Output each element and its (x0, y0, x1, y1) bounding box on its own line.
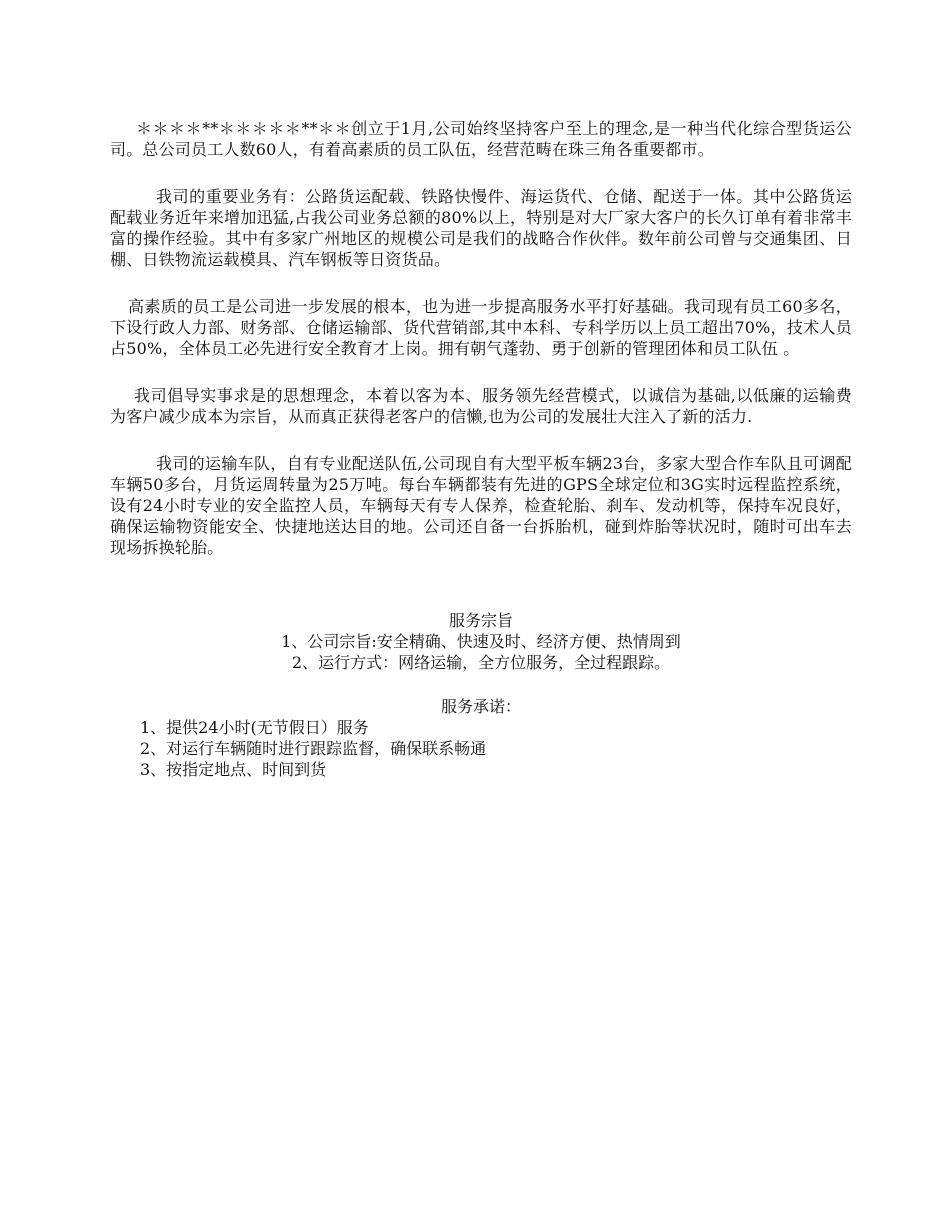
section-gap (110, 673, 852, 696)
service-purpose-title: 服务宗旨 (448, 611, 513, 630)
fleet-paragraph: 我司的运输车队，自有专业配送队伍,公司现自有大型平板车辆23台，多家大型合作车队且可调配车辆50多台，月货运周转量为25万吨。每台车辆都装有先进的GPS全球定位和3G实时远程监控系统，设有24小时专业的安全监控人员，车辆每天有专人保养，检查轮胎、刹车、发动机等，保持车况良好，确保运输物资能安全、快捷地送达目的地。公司还自备一台拆胎机，碰到炸胎等状况时，随时可出车去现场拆换轮胎。 (110, 454, 852, 557)
staff-paragraph: 高素质的员工是公司进一步发展的根本，也为进一步提高服务水平打好基础。我司现有员工60多名，下设行政人力部、财务部、仓储运输部、货代营销部,其中本科、专科学历以上员工超出70%，技术人员占50%，全体员工必先进行安全教育才上岗。拥有朝气蓬勃、勇于创新的管理团体和员工队伍 。 (110, 297, 852, 358)
service-purpose-line-2: 2、运行方式：网络运输，全方位服务，全过程跟踪。 (291, 653, 671, 672)
service-promise-item: 3、按指定地点、时间到货 (140, 760, 327, 779)
philosophy-paragraph: 我司倡导实事求是的思想理念，本着以客为本、服务领先经营模式，以诚信为基础,以低廉的运输费为客户减少成本为宗旨，从而真正获得老客户的信懒,也为公司的发展壮大注入了新的活力. (110, 386, 852, 426)
service-promise-title: 服务承诺： (440, 697, 521, 716)
document-page (110, 118, 852, 780)
section-gap (110, 584, 852, 610)
service-promise-item: 2、对运行车辆随时进行跟踪监督，确保联系畅通 (140, 739, 487, 758)
service-purpose-line-1: 1、公司宗旨:安全精确、快速及时、经济方便、热情周到 (281, 632, 681, 651)
service-promise-item: 1、提供24小时(无节假日）服务 (140, 718, 369, 737)
intro-paragraph-1: ＊＊＊＊**＊＊＊＊＊**＊＊创立于1月,公司始终坚持客户至上的理念,是一种当代化综合型货运公司。总公司员工人数60人，有着高素质的员工队伍，经营范畴在珠三角各重要都市。 (110, 119, 852, 159)
service-promise-list (110, 717, 852, 780)
business-paragraph: 我司的重要业务有：公路货运配载、铁路快慢件、海运货代、仓储、配送于一体。其中公路货运配载业务近年来增加迅猛,占我公司业务总额的80%以上，特别是对大厂家大客户的长久订单有着非常丰富的操作经验。其中有多家广州地区的规模公司是我们的战略合作伙伴。数年前公司曾与交通集团、日棚、日铁物流运载模具、汽车钢板等日资货品。 (110, 187, 852, 269)
